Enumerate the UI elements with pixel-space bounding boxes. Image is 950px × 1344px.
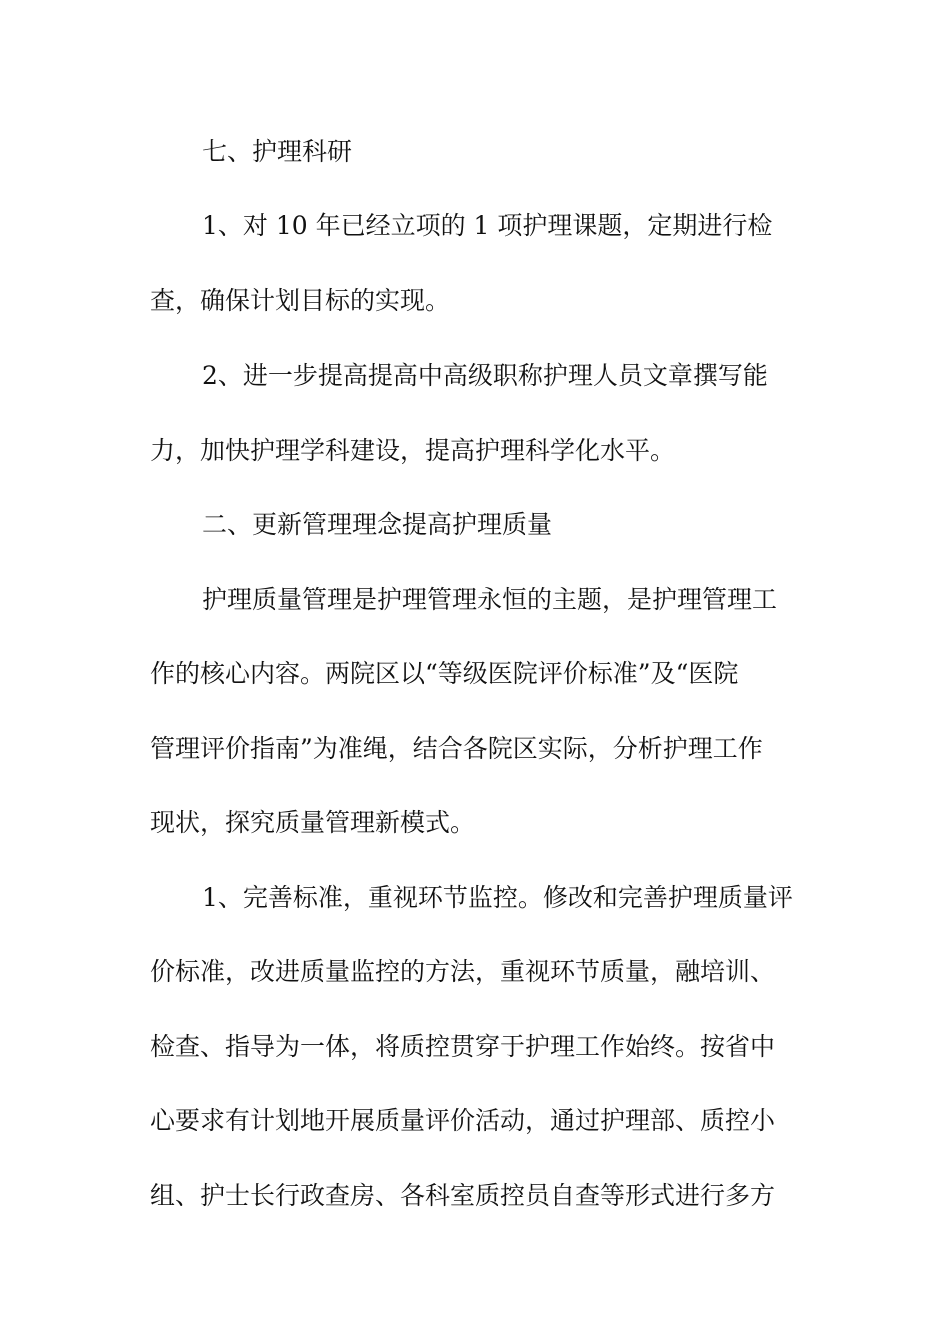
section-heading-quality: 二、更新管理理念提高护理质量 xyxy=(202,510,553,539)
paragraph-line: 作的核心内容。两院区以“等级医院评价标准”及“医院 xyxy=(150,659,739,688)
paragraph-line: 心要求有计划地开展质量评价活动，通过护理部、质控小 xyxy=(150,1106,776,1135)
paragraph-line: 力，加快护理学科建设，提高护理科学化水平。 xyxy=(150,436,676,465)
paragraph-line: 1、完善标准，重视环节监控。修改和完善护理质量评 xyxy=(202,883,793,912)
paragraph-line: 组、护士长行政查房、各科室质控员自查等形式进行多方 xyxy=(150,1181,776,1210)
paragraph-line: 现状，探究质量管理新模式。 xyxy=(150,808,476,837)
paragraph-line: 管理评价指南”为准绳，结合各院区实际，分析护理工作 xyxy=(150,734,763,763)
paragraph-line: 价标准，改进质量监控的方法，重视环节质量，融培训、 xyxy=(150,957,776,986)
section-heading-nursing-research: 七、护理科研 xyxy=(202,137,353,166)
paragraph-line: 1、对 10 年已经立项的 1 项护理课题，定期进行检 xyxy=(202,211,773,240)
paragraph-line: 护理质量管理是护理管理永恒的主题，是护理管理工 xyxy=(202,585,778,614)
paragraph-line: 2、进一步提高提高中高级职称护理人员文章撰写能 xyxy=(202,361,768,390)
paragraph-line: 查，确保计划目标的实现。 xyxy=(150,286,451,315)
paragraph-line: 检查、指导为一体，将质控贯穿于护理工作始终。按省中 xyxy=(150,1032,776,1061)
